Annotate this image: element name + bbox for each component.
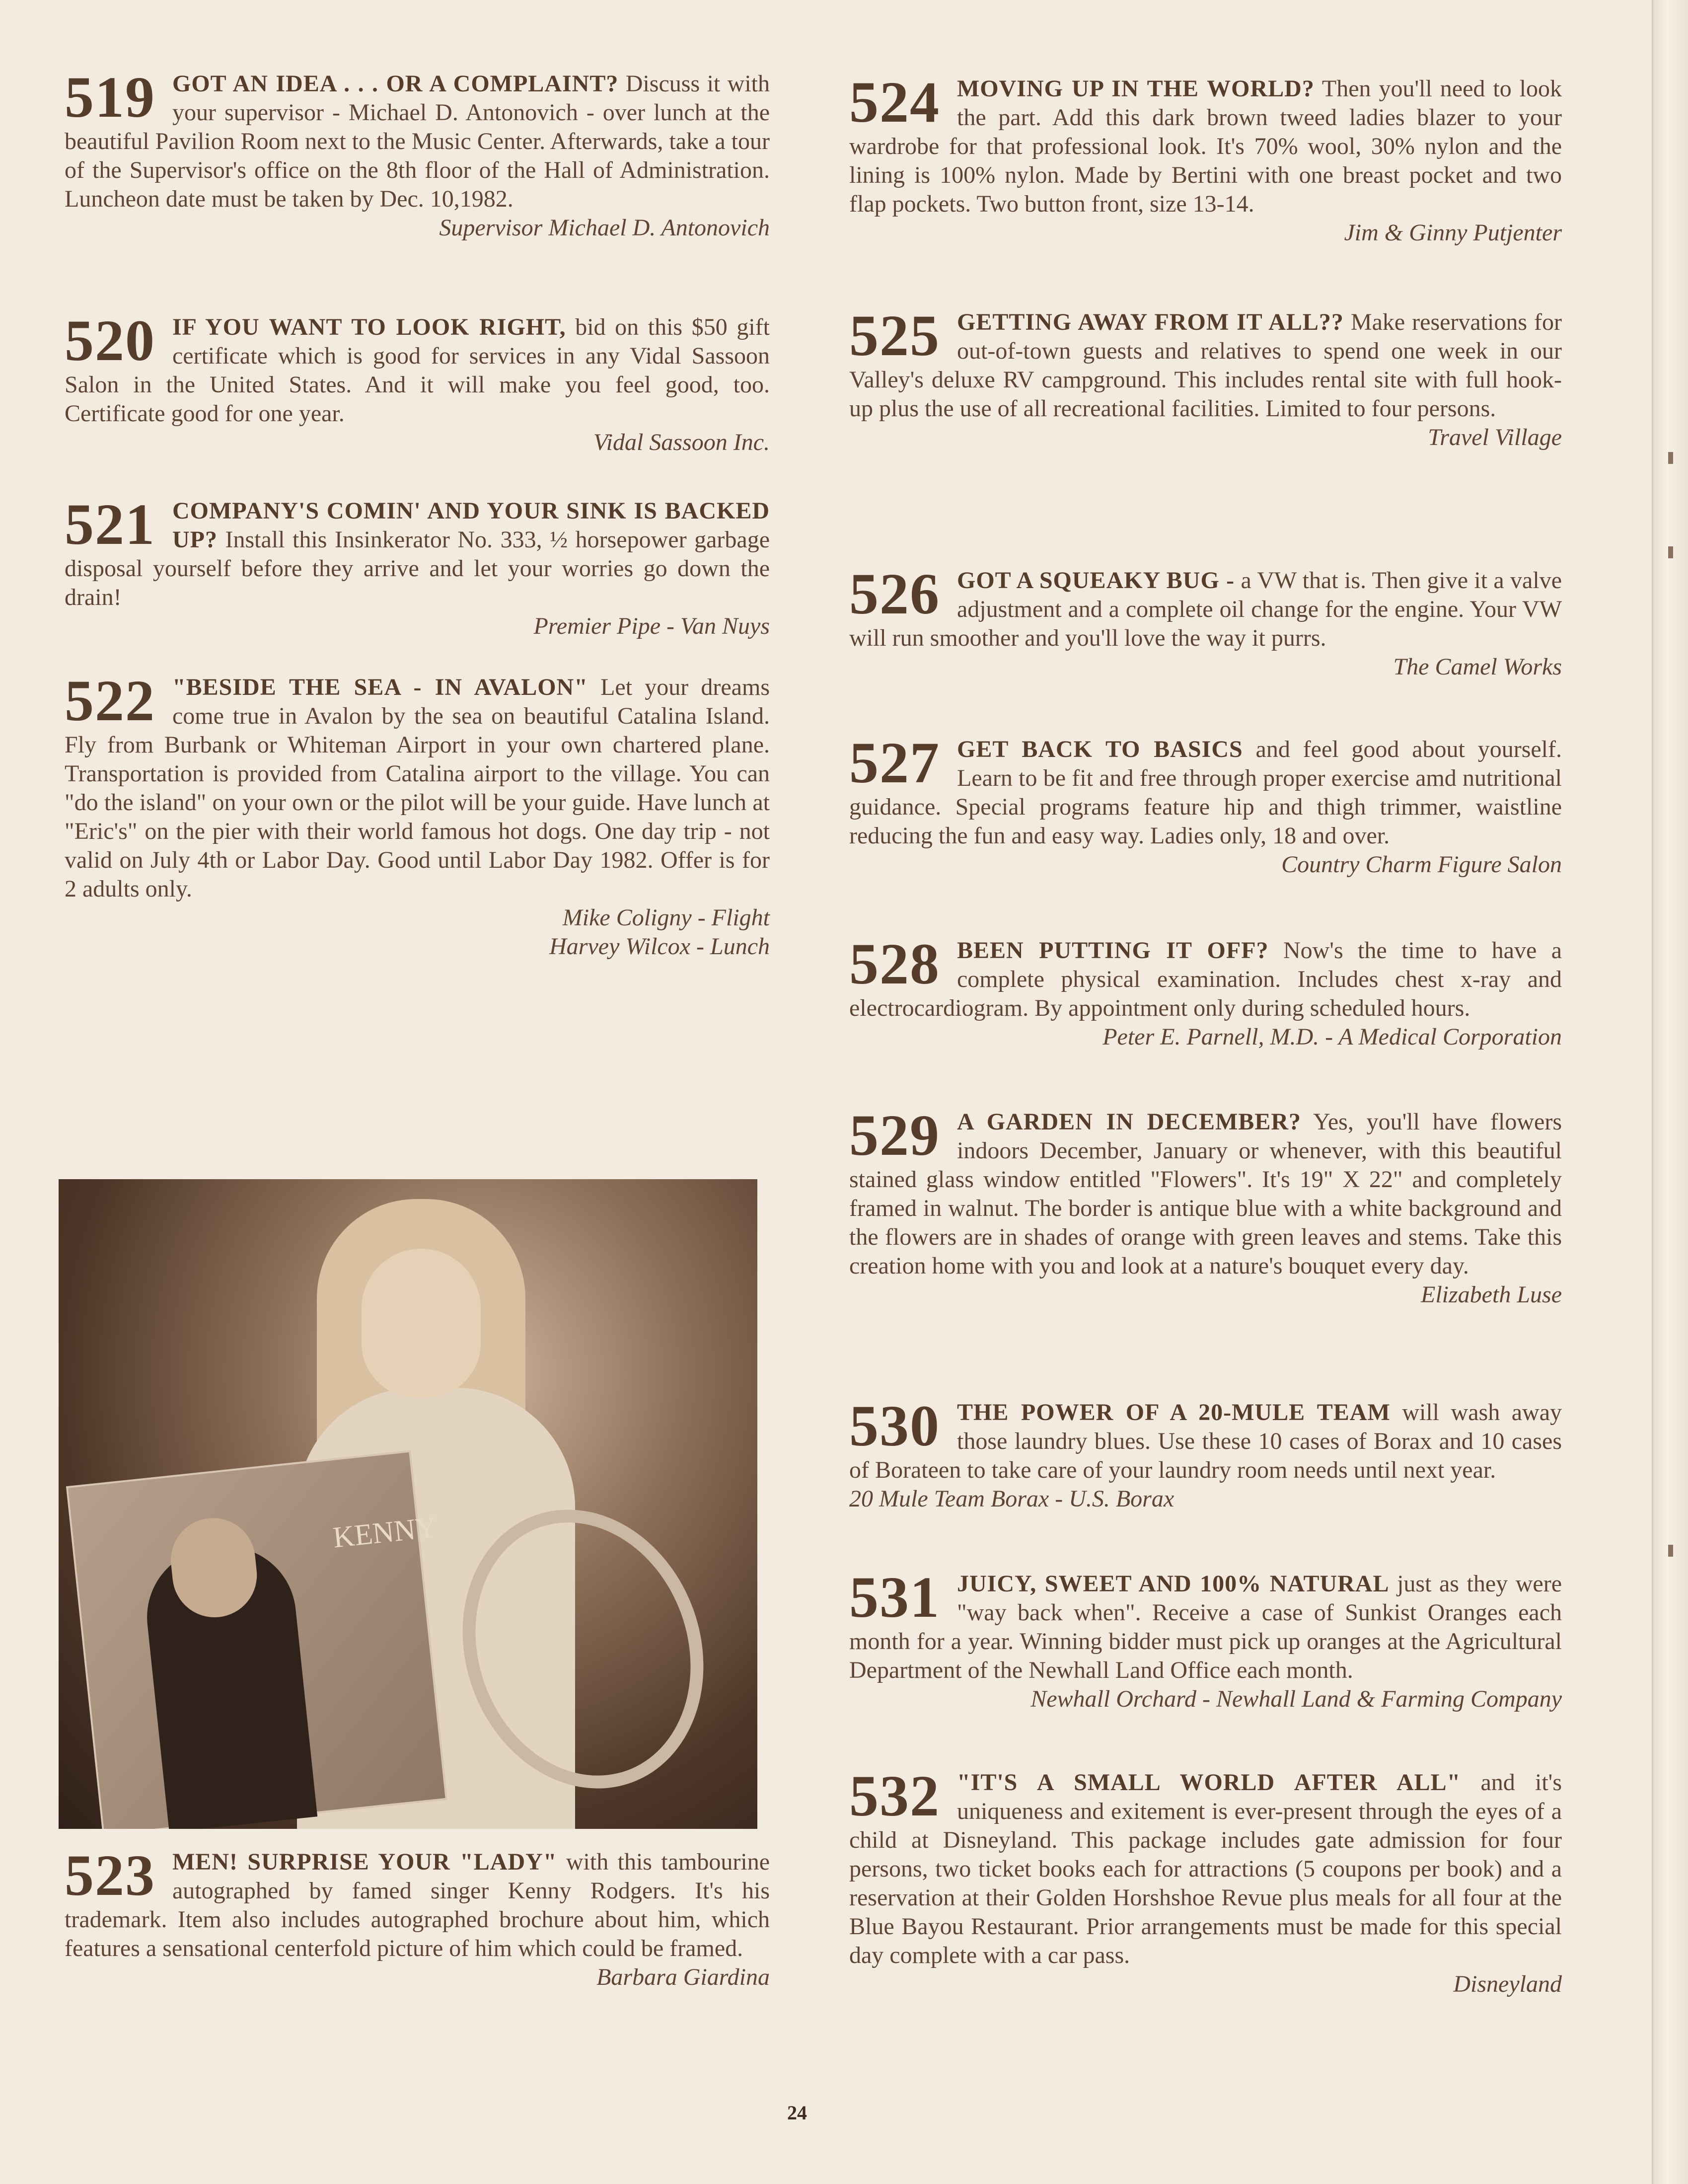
edge-mark bbox=[1668, 546, 1673, 558]
entry-number: 520 bbox=[65, 308, 155, 373]
auction-entry-519 bbox=[65, 65, 770, 242]
entry-donor: The Camel Works bbox=[1393, 654, 1562, 680]
entry-number: 526 bbox=[849, 561, 940, 626]
entry-number: 527 bbox=[849, 730, 940, 795]
auction-entry-529 bbox=[849, 1103, 1562, 1309]
entry-number: 528 bbox=[849, 931, 940, 996]
auction-entry-532 bbox=[849, 1763, 1562, 1999]
photo-girl-with-album-and-tambourine bbox=[59, 1179, 757, 1829]
auction-entry-526 bbox=[849, 561, 1562, 681]
entry-headline: GET BACK TO BASICS bbox=[957, 736, 1243, 762]
entry-text: Let your dreams come true in Avalon by the sea on beautiful Catalina Island. Fly from Burbank or Whiteman Airport in your own chartered plane. Transportation is provided from Catalina airport to the village. You can "do the island" on your own or the pilot will be your guide. Have lunch at "Eric's" on the pier with their world famous hot dogs. One day trip - not valid on July 4th or Labor Day. Good until Labor Day 1982. Offer is for 2 adults only. bbox=[65, 674, 770, 902]
entry-number: 531 bbox=[849, 1565, 940, 1630]
entry-donor: Barbara Giardina bbox=[596, 1964, 770, 1990]
entry-headline: GOT AN IDEA . . . OR A COMPLAINT? bbox=[172, 71, 619, 97]
entry-text: a VW that is. Then give it a valve adjustment and a complete oil change for the engine. Your VW will run smoother and you'll love the way it purrs. bbox=[849, 567, 1562, 651]
entry-headline: GETTING AWAY FROM IT ALL?? bbox=[957, 309, 1344, 335]
entry-number: 523 bbox=[65, 1843, 155, 1908]
photo-album-cover bbox=[66, 1450, 447, 1829]
entry-number: 519 bbox=[65, 65, 155, 130]
entry-text: Install this Insinkerator No. 333, ½ horsepower garbage disposal yourself before they arrive and let your worries go down the drain! bbox=[65, 527, 770, 610]
entry-number: 525 bbox=[849, 303, 940, 368]
auction-entry-531 bbox=[849, 1565, 1562, 1714]
entry-donor: Jim & Ginny Putjenter bbox=[1344, 220, 1562, 246]
entry-headline: MOVING UP IN THE WORLD? bbox=[957, 75, 1315, 102]
entry-number: 522 bbox=[65, 668, 155, 733]
entry-number: 532 bbox=[849, 1763, 940, 1828]
auction-entry-520 bbox=[65, 308, 770, 457]
entry-donor: Country Charm Figure Salon bbox=[1281, 851, 1562, 878]
auction-entry-530 bbox=[849, 1393, 1562, 1513]
entry-donor: Peter E. Parnell, M.D. - A Medical Corporation bbox=[1102, 1024, 1562, 1050]
entry-text: and feel good about yourself. Learn to be fit and free through proper exercise amd nutritional guidance. Special programs feature hip and thigh trimmer, waistline reducing the fun and easy way. Ladies only, 18 and over. bbox=[849, 736, 1562, 849]
entry-donor: Premier Pipe - Van Nuys bbox=[533, 613, 770, 639]
entry-donor: Mike Coligny - Flight bbox=[562, 904, 770, 931]
entry-headline: JUICY, SWEET AND 100% NATURAL bbox=[957, 1571, 1390, 1597]
edge-mark bbox=[1668, 452, 1673, 464]
auction-entry-521 bbox=[65, 492, 770, 641]
entry-headline: COMPANY'S COMIN' AND YOUR SINK IS BACKED UP? bbox=[172, 498, 770, 553]
entry-headline: A GARDEN IN DECEMBER? bbox=[957, 1109, 1302, 1135]
entry-headline: THE POWER OF A 20-MULE TEAM bbox=[957, 1399, 1391, 1426]
entry-number: 529 bbox=[849, 1103, 940, 1168]
entry-text: just as they were "way back when". Receive a case of Sunkist Oranges each month for a year. Winning bidder must pick up oranges at the Agricultural Department of the Newhall Land Office each month. bbox=[849, 1571, 1562, 1683]
entry-donor: Disneyland bbox=[1453, 1971, 1562, 1997]
entry-donor-2: Harvey Wilcox - Lunch bbox=[549, 933, 770, 960]
entry-number: 524 bbox=[849, 70, 940, 135]
entry-text: Yes, you'll have flowers indoors December, January or whenever, with this beautiful stained glass window entitled "Flowers". It's 19" X 22" and completely framed in walnut. The border is antique blue with a white background and the flowers are in shades of orange with green leaves and stems. Take this creation home with you and look at a nature's bouquet every day. bbox=[849, 1109, 1562, 1279]
entry-donor: Travel Village bbox=[1428, 424, 1562, 451]
entry-headline: "IT'S A SMALL WORLD AFTER ALL" bbox=[957, 1769, 1461, 1796]
entry-headline: IF YOU WANT TO LOOK RIGHT, bbox=[172, 314, 566, 340]
auction-entry-524 bbox=[849, 70, 1562, 247]
auction-entry-523 bbox=[65, 1843, 770, 1992]
entry-text: Discuss it with your supervisor - Michael D. Antonovich - over lunch at the beautiful Pavilion Room next to the Music Center. Afterwards, take a tour of the Supervisor's office on the 8th floor of the Hall of Administration. Luncheon date must be taken by Dec. 10,1982. bbox=[65, 71, 770, 212]
auction-entry-525 bbox=[849, 303, 1562, 452]
entry-text: bid on this $50 gift certificate which is good for services in any Vidal Sassoon Salon in the United States. And it will make you feel good, too. Certificate good for one year. bbox=[65, 314, 770, 427]
entry-text: Then you'll need to look the part. Add this dark brown tweed ladies blazer to your wardrobe for that professional look. It's 70% wool, 30% nylon and the lining is 100% nylon. Made by Bertini with one breast pocket and two flap pockets. Two button front, size 13-14. bbox=[849, 75, 1562, 217]
photo-girl-face bbox=[362, 1249, 481, 1398]
entry-donor: Supervisor Michael D. Antonovich bbox=[439, 215, 770, 241]
entry-headline: GOT A SQUEAKY BUG - bbox=[957, 567, 1235, 594]
auction-entry-522 bbox=[65, 668, 770, 961]
entry-text: Now's the time to have a complete physical examination. Includes chest x-ray and electrocardiogram. By appointment only during scheduled hours. bbox=[849, 937, 1562, 1021]
edge-mark bbox=[1668, 1545, 1673, 1557]
page-edge bbox=[1652, 0, 1688, 2184]
entry-text: and it's uniqueness and exitement is ever-present through the eyes of a child at Disneyland. This package includes gate admission for four persons, two ticket books each for attractions (5 coupons per book) and a reservation at their Golden Horshshoe Revue plus meals for all four at the Blue Bayou Restaurant. Prior arrangements must be made for this special day complete with a car pass. bbox=[849, 1769, 1562, 1968]
entry-text: with this tambourine autographed by famed singer Kenny Rodgers. It's his trademark. Item also includes autographed brochure about him, which features a sensational centerfold picture of him which could be framed. bbox=[65, 1849, 770, 1961]
entry-number: 530 bbox=[849, 1393, 940, 1458]
auction-entry-528 bbox=[849, 931, 1562, 1052]
entry-number: 521 bbox=[65, 492, 155, 557]
entry-donor: Newhall Orchard - Newhall Land & Farming Company bbox=[1030, 1686, 1562, 1712]
auction-entry-527 bbox=[849, 730, 1562, 879]
entry-text: will wash away those laundry blues. Use these 10 cases of Borax and 10 cases of Borateen to take care of your laundry room needs until next year. bbox=[849, 1399, 1562, 1483]
photo-album-title: KENNY bbox=[331, 1510, 439, 1554]
entry-donor: Vidal Sassoon Inc. bbox=[593, 429, 770, 455]
entry-donor: Elizabeth Luse bbox=[1421, 1281, 1562, 1308]
entry-headline: "BESIDE THE SEA - IN AVALON" bbox=[172, 674, 588, 700]
page-number: 24 bbox=[787, 2102, 807, 2124]
entry-text: Make reservations for out-of-town guests and relatives to spend one week in our Valley's deluxe RV campground. This includes rental site with full hook-up plus the use of all recreational facilities. Limited to four persons. bbox=[849, 309, 1562, 422]
entry-headline: MEN! SURPRISE YOUR "LADY" bbox=[172, 1849, 557, 1875]
entry-headline: BEEN PUTTING IT OFF? bbox=[957, 937, 1269, 964]
entry-donor: 20 Mule Team Borax - U.S. Borax bbox=[849, 1486, 1174, 1512]
